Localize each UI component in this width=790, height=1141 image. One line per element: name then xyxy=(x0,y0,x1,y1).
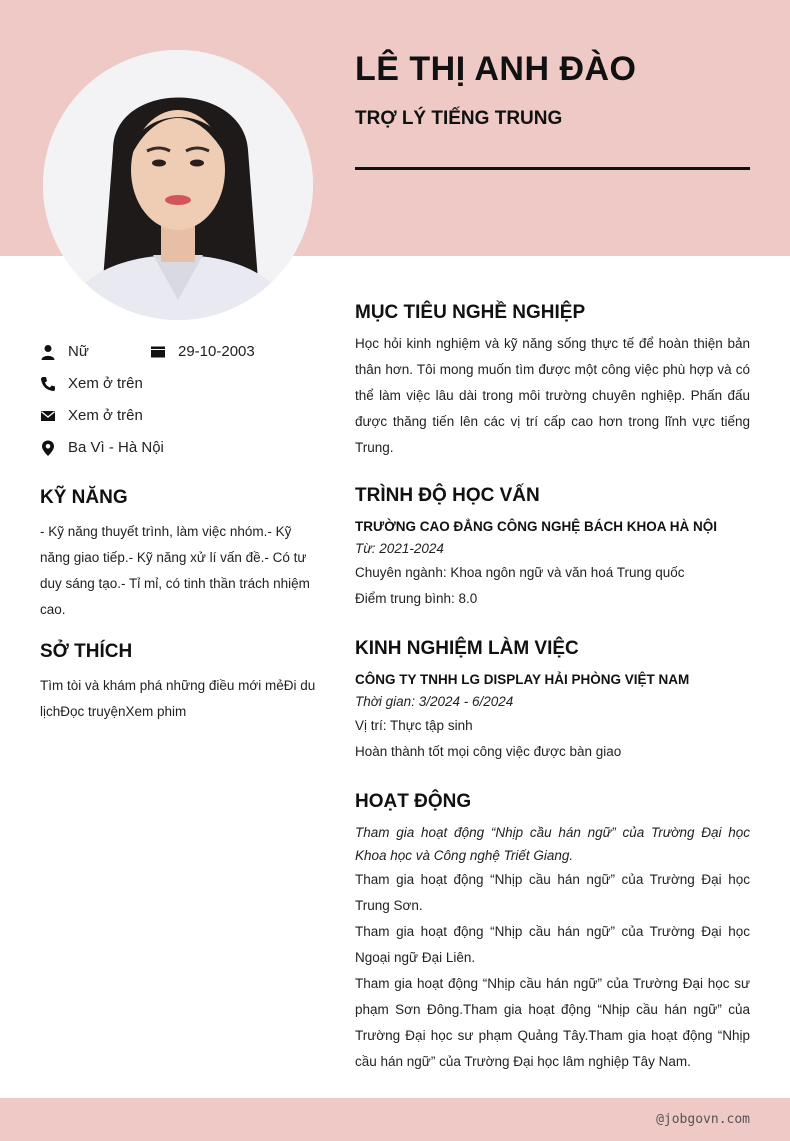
location-pin-icon xyxy=(40,440,56,456)
footer-credit: @jobgovn.com xyxy=(656,1112,750,1127)
activities-title: HOẠT ĐỘNG xyxy=(355,791,472,812)
person-icon xyxy=(40,344,56,360)
experience-company: CÔNG TY TNHH LG DISPLAY HẢI PHÒNG VIỆT NAM xyxy=(355,672,690,687)
experience-title: KINH NGHIỆM LÀM VIỆC xyxy=(355,638,579,659)
activities-section xyxy=(355,791,750,1075)
contact-email xyxy=(40,407,143,424)
phone-value: Xem ở trên xyxy=(68,375,143,392)
address-value: Ba Vì - Hà Nội xyxy=(68,439,164,456)
skills-title: KỸ NĂNG xyxy=(40,487,128,508)
activities-headline: Tham gia hoạt động “Nhịp cầu hán ngữ” của Trường Đại học Khoa học và Công nghệ Triết Giang. xyxy=(355,825,750,863)
education-school: TRƯỜNG CAO ĐẲNG CÔNG NGHỆ BÁCH KHOA HÀ NỘI xyxy=(355,519,717,534)
experience-section xyxy=(355,638,750,765)
gender-value: Nữ xyxy=(68,343,89,360)
profile-photo xyxy=(43,50,313,320)
mail-icon xyxy=(40,408,56,424)
candidate-name: LÊ THỊ ANH ĐÀO xyxy=(355,50,637,88)
phone-icon xyxy=(40,376,56,392)
education-period: Từ: 2021-2024 xyxy=(355,541,444,556)
activity-item: Tham gia hoạt động “Nhịp cầu hán ngữ” của Trường Đại học sư phạm Sơn Đông.Tham gia hoạt động “Nhịp cầu hán ngữ” của Trường Đại học sư phạm Quảng Tây.Tham gia hoạt động “Nhịp cầu hán ngữ” của Trường Đại học lâm nghiệp Tây Nam. xyxy=(355,976,750,1069)
contact-gender xyxy=(40,343,89,360)
education-title: TRÌNH ĐỘ HỌC VẤN xyxy=(355,485,540,506)
skills-text: - Kỹ năng thuyết trình, làm việc nhóm.- Kỹ năng giao tiếp.- Kỹ năng xử lí vấn đề.- Có tư duy sáng tạo.- Tỉ mỉ, có tinh thần trách nhiệm cao. xyxy=(40,524,310,617)
objective-title: MỤC TIÊU NGHỀ NGHIỆP xyxy=(355,302,586,323)
candidate-role: TRỢ LÝ TIẾNG TRUNG xyxy=(355,108,563,129)
hobbies-text: Tìm tòi và khám phá những điều mới mẻĐi du lịchĐọc truyệnXem phim xyxy=(40,678,316,719)
contact-birthdate xyxy=(150,343,255,360)
objective-section xyxy=(355,302,750,461)
profile-photo-illustration xyxy=(43,50,313,320)
objective-text: Học hỏi kinh nghiệm và kỹ năng sống thực tế để hoàn thiện bản thân hơn. Tôi mong muốn tìm được một công việc phù hợp và có thể làm việc lâu dài trong môi trường chuyên nghiệp. Phấn đấu được thăng tiến lên các vị trí cấp cao hơn trong lĩnh vực tiếng Trung. xyxy=(355,336,750,455)
education-major: Chuyên ngành: Khoa ngôn ngữ và văn hoá Trung quốc xyxy=(355,565,685,580)
hobbies-title: SỞ THÍCH xyxy=(40,641,133,662)
education-section xyxy=(355,485,750,612)
activity-item: Tham gia hoạt động “Nhịp cầu hán ngữ” của Trường Đại học Trung Sơn. xyxy=(355,872,750,913)
contact-phone xyxy=(40,375,143,392)
title-divider xyxy=(355,167,750,170)
contact-address xyxy=(40,439,164,456)
experience-description: Hoàn thành tốt mọi công việc được bàn giao xyxy=(355,744,622,759)
birthdate-value: 29-10-2003 xyxy=(178,343,255,360)
experience-position: Vị trí: Thực tập sinh xyxy=(355,718,473,733)
activity-item: Tham gia hoạt động “Nhịp cầu hán ngữ” của Trường Đại học Ngoại ngữ Đại Liên. xyxy=(355,924,750,965)
education-gpa: Điểm trung bình: 8.0 xyxy=(355,591,478,606)
calendar-icon xyxy=(150,344,166,360)
email-value: Xem ở trên xyxy=(68,407,143,424)
experience-period: Thời gian: 3/2024 - 6/2024 xyxy=(355,694,514,709)
